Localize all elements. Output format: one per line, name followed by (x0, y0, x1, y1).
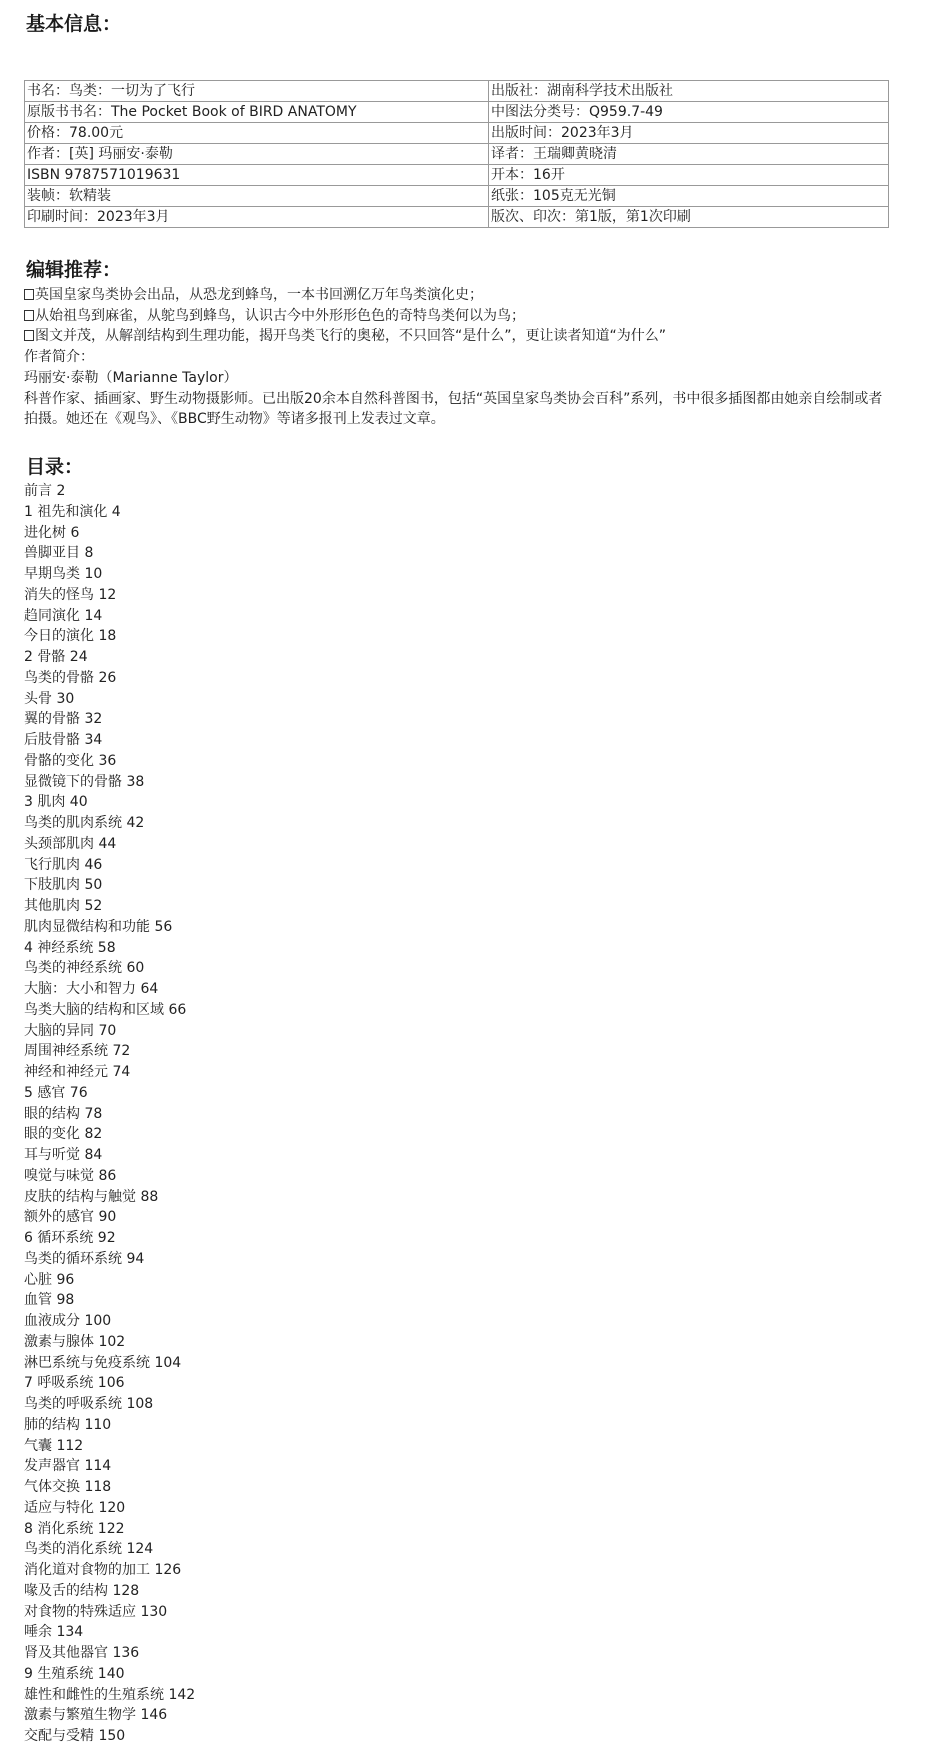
toc-item: 鸟类的呼吸系统 108 (24, 1396, 154, 1412)
basic-info-table (24, 80, 889, 228)
toc-item: 肾及其他器官 136 (24, 1645, 140, 1661)
toc-item: 气囊 112 (24, 1437, 84, 1454)
recommend-item-text: 英国皇家鸟类协会出品，从恐龙到蜂鸟，一本书回溯亿万年鸟类演化史； (35, 287, 483, 303)
toc-item: 1 祖先和演化 4 (24, 503, 121, 520)
toc-item: 其他肌肉 52 (24, 898, 103, 914)
recommend-item-text: 图文并茂，从解剖结构到生理功能，揭开鸟类飞行的奥秘，不只回答“是什么”，更让读者知道“为什么” (35, 328, 667, 345)
checkbox-square-icon (24, 330, 34, 341)
info-cell: 作者：[英] 玛丽安·泰勒 (25, 144, 489, 165)
info-row (25, 207, 889, 228)
toc-item: 前言 2 (24, 483, 66, 499)
info-cell: 开本：16开 (489, 165, 889, 186)
toc-item: 肺的结构 110 (24, 1416, 112, 1433)
toc-item: 今日的演化 18 (24, 628, 117, 645)
toc-item: 激素与繁殖生物学 146 (24, 1707, 168, 1724)
toc-item: 兽脚亚目 8 (24, 545, 94, 562)
toc-item: 鸟类的骨骼 26 (24, 669, 117, 686)
toc-item: 骨骼的变化 36 (24, 752, 117, 769)
info-cell: 译者：王瑞卿黄晓清 (489, 144, 889, 165)
toc-item: 显微镜下的骨骼 38 (24, 773, 145, 790)
toc-item: 大脑：大小和智力 64 (24, 981, 159, 997)
toc-list (24, 481, 195, 1747)
toc-item: 血液成分 100 (24, 1313, 112, 1329)
recommend-item (24, 306, 894, 327)
info-cell: 价格：78.00元 (25, 123, 489, 144)
info-cell: 书名：鸟类：一切为了飞行 (25, 81, 489, 102)
toc-item: 消失的怪鸟 12 (24, 586, 117, 603)
toc-item: 气体交换 118 (24, 1479, 112, 1495)
info-row (25, 123, 889, 144)
toc-item: 雄性和雌性的生殖系统 142 (24, 1686, 196, 1703)
toc-item: 大脑的异同 70 (24, 1022, 117, 1039)
toc-item: 5 感官 76 (24, 1084, 88, 1101)
toc-item: 翼的骨骼 32 (24, 711, 103, 728)
toc-item: 鸟类的肌肉系统 42 (24, 815, 145, 831)
toc-item: 趋同演化 14 (24, 607, 103, 624)
toc-item: 激素与腺体 102 (24, 1333, 126, 1350)
toc-item: 对食物的特殊适应 130 (24, 1603, 168, 1620)
recommend-item (24, 326, 894, 347)
editor-recommend-block (24, 285, 894, 430)
toc-item: 鸟类的循环系统 94 (24, 1250, 145, 1267)
toc-item: 适应与特化 120 (24, 1499, 126, 1516)
info-cell: 出版社：湖南科学技术出版社 (489, 81, 889, 102)
toc-item: 眼的结构 78 (24, 1105, 103, 1122)
recommend-item-text: 从始祖鸟到麻雀，从鸵鸟到蜂鸟，认识古今中外形形色色的奇特鸟类何以为鸟； (35, 307, 525, 324)
toc-item: 淋巴系统与免疫系统 104 (24, 1354, 182, 1371)
recommend-item (24, 285, 894, 306)
toc-item: 进化树 6 (24, 524, 80, 541)
toc-item: 耳与听觉 84 (24, 1147, 103, 1163)
editor-recommend-heading: 编辑推荐： (26, 259, 122, 281)
toc-item: 鸟类的神经系统 60 (24, 960, 145, 977)
info-cell: ISBN 9787571019631 (25, 165, 489, 186)
toc-item: 6 循环系统 92 (24, 1230, 116, 1246)
info-row (25, 165, 889, 186)
toc-item: 消化道对食物的加工 126 (24, 1562, 182, 1578)
toc-item: 眼的变化 82 (24, 1126, 103, 1143)
toc-heading: 目录： (26, 456, 84, 478)
toc-item: 早期鸟类 10 (24, 566, 103, 582)
toc-item: 飞行肌肉 46 (24, 856, 103, 873)
info-row (25, 102, 889, 123)
toc-item: 神经和神经元 74 (24, 1064, 131, 1080)
basic-info-heading: 基本信息： (26, 13, 122, 35)
info-row (25, 186, 889, 207)
toc-item: 肌肉显微结构和功能 56 (24, 918, 173, 935)
toc-item: 下肢肌肉 50 (24, 877, 103, 894)
info-row (25, 81, 889, 102)
toc-item: 3 肌肉 40 (24, 794, 88, 811)
author-name: 玛丽安·泰勒（Marianne Taylor） (24, 369, 238, 386)
author-intro-label: 作者简介： (24, 349, 94, 366)
info-row (25, 144, 889, 165)
toc-item: 8 消化系统 122 (24, 1520, 125, 1537)
toc-item: 4 神经系统 58 (24, 939, 116, 956)
info-cell: 印刷时间：2023年3月 (25, 207, 489, 228)
toc-item: 发声器官 114 (24, 1458, 112, 1475)
author-bio: 科普作家、插画家、野生动物摄影师。已出版20余本自然科普图书，包括“英国皇家鸟类协会百科”系列，书中很多插图都由她亲自绘制或者拍摄。她还在《观鸟》、《BBC野生动物》等诸多报刊上发表过文章。 (24, 390, 883, 428)
checkbox-square-icon (24, 310, 34, 321)
info-cell: 版次、印次：第1版，第1次印刷 (489, 207, 889, 228)
info-cell: 原版书书名：The Pocket Book of BIRD ANATOMY (25, 102, 489, 123)
toc-item: 头骨 30 (24, 690, 75, 707)
toc-item: 嗅觉与味觉 86 (24, 1167, 117, 1184)
toc-item: 周围神经系统 72 (24, 1043, 131, 1060)
info-cell: 装帧：软精装 (25, 186, 489, 207)
toc-item: 鸟类的消化系统 124 (24, 1541, 154, 1558)
toc-item: 后肢骨骼 34 (24, 732, 103, 748)
toc-item: 9 生殖系统 140 (24, 1665, 125, 1682)
toc-item: 额外的感官 90 (24, 1209, 117, 1226)
toc-item: 2 骨骼 24 (24, 649, 88, 665)
info-cell: 出版时间：2023年3月 (489, 123, 889, 144)
info-cell: 中图法分类号：Q959.7-49 (489, 102, 889, 123)
toc-item: 鸟类大脑的结构和区域 66 (24, 1001, 187, 1018)
checkbox-square-icon (24, 289, 34, 300)
toc-item: 血管 98 (24, 1292, 75, 1309)
toc-item: 交配与受精 150 (24, 1728, 126, 1744)
toc-item: 唾余 134 (24, 1624, 84, 1641)
info-cell: 纸张：105克无光铜 (489, 186, 889, 207)
toc-item: 心脏 96 (24, 1271, 75, 1288)
toc-item: 皮肤的结构与触觉 88 (24, 1188, 159, 1205)
toc-item: 喙及舌的结构 128 (24, 1582, 140, 1599)
toc-item: 7 呼吸系统 106 (24, 1375, 125, 1392)
toc-item: 头颈部肌肉 44 (24, 835, 117, 852)
